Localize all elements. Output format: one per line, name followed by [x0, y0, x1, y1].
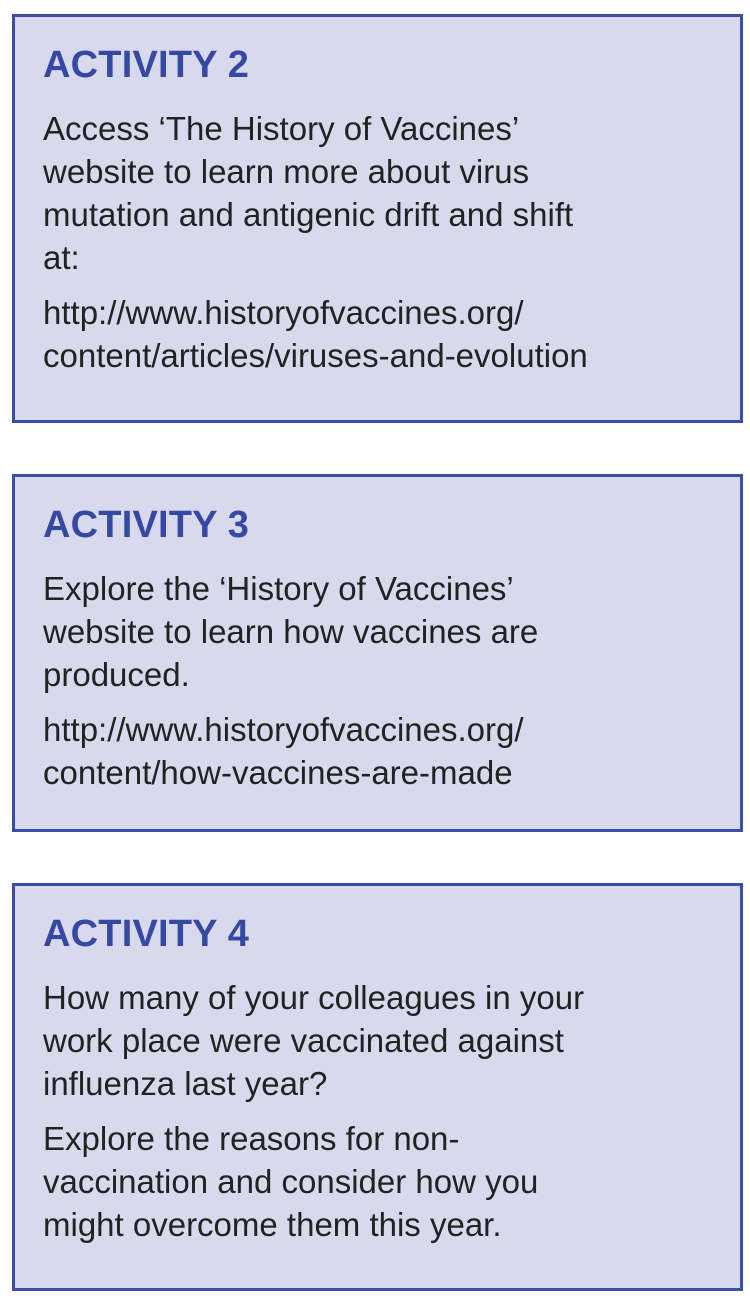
- text-line: How many of your colleagues in your: [43, 979, 585, 1016]
- text-line: at:: [43, 239, 80, 276]
- text-line: vaccination and consider how you: [43, 1163, 539, 1200]
- activity-2-instructions: [43, 107, 712, 279]
- activity-2-box: [12, 14, 743, 423]
- url-line: content/articles/viruses-and-evolution: [43, 337, 588, 374]
- activity-4-question: [43, 976, 712, 1105]
- activity-2-url: [43, 291, 712, 377]
- url-line: http://www.historyofvaccines.org/: [43, 294, 524, 331]
- activity-2-title: ACTIVITY 2: [43, 44, 250, 86]
- activity-3-instructions: [43, 567, 712, 696]
- url-line: content/how-vaccines-are-made: [43, 754, 513, 791]
- text-line: influenza last year?: [43, 1065, 328, 1102]
- activity-4-task: [43, 1117, 712, 1246]
- activity-3-url: [43, 708, 712, 794]
- text-line: might overcome them this year.: [43, 1206, 502, 1243]
- text-line: Explore the reasons for non-: [43, 1120, 460, 1157]
- text-line: Access ‘The History of Vaccines’: [43, 110, 520, 147]
- activity-3-box: [12, 474, 743, 832]
- activity-3-title: ACTIVITY 3: [43, 504, 250, 546]
- text-line: work place were vaccinated against: [43, 1022, 564, 1059]
- activity-4-box: [12, 883, 743, 1291]
- url-line: http://www.historyofvaccines.org/: [43, 711, 524, 748]
- activity-4-title: ACTIVITY 4: [43, 913, 250, 955]
- text-line: mutation and antigenic drift and shift: [43, 196, 574, 233]
- text-line: website to learn how vaccines are: [43, 613, 539, 650]
- text-line: produced.: [43, 656, 190, 693]
- text-line: Explore the ‘History of Vaccines’: [43, 570, 514, 607]
- text-line: website to learn more about virus: [43, 153, 530, 190]
